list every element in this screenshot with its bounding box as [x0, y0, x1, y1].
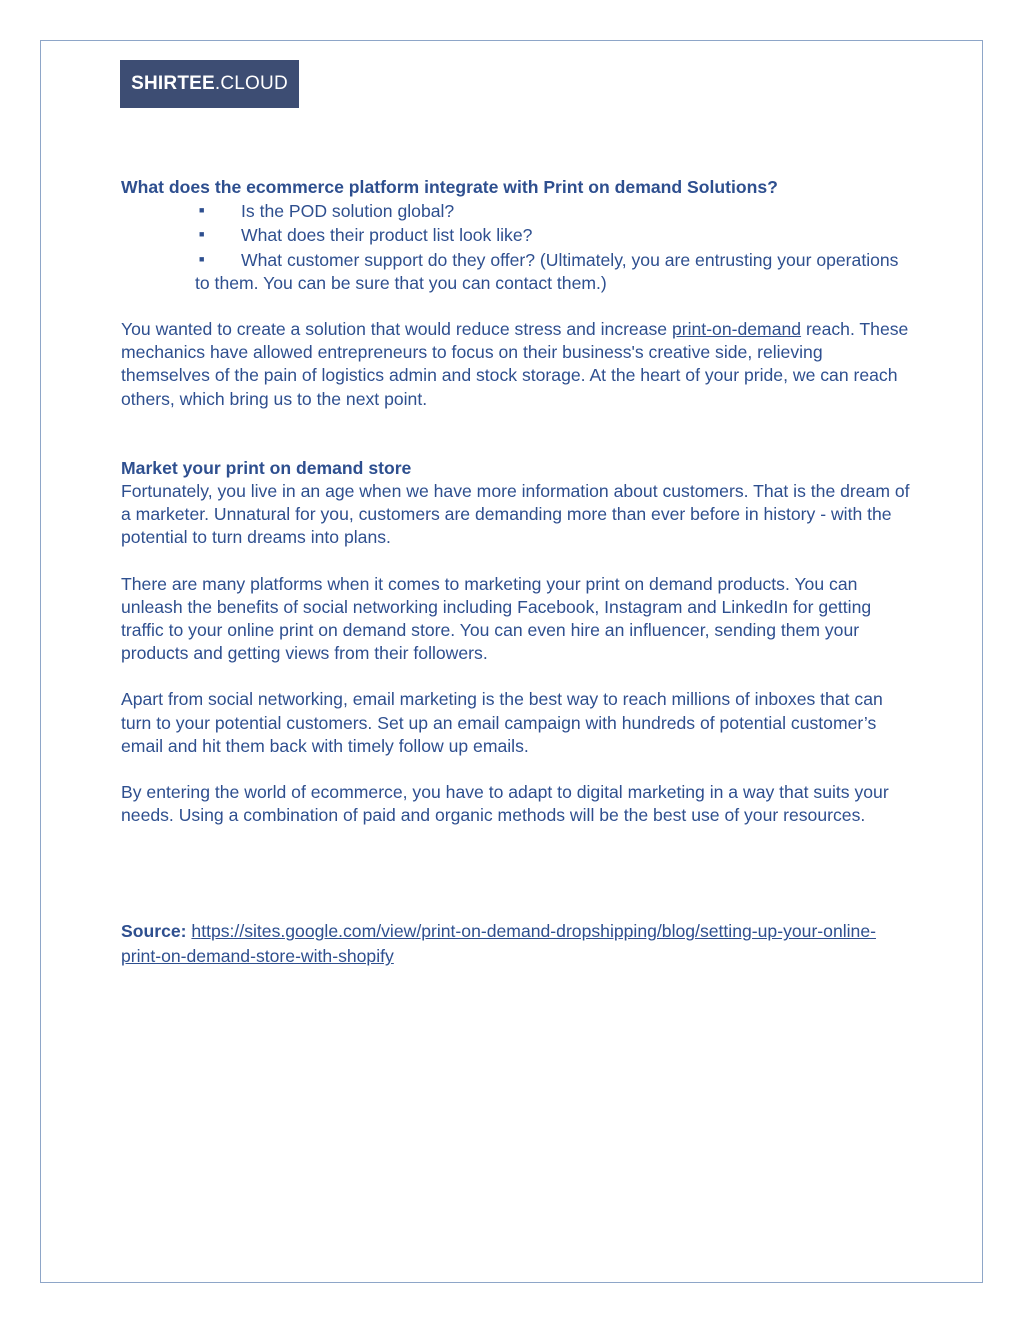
section2-heading: Market your print on demand store [121, 457, 412, 478]
section1-heading: What does the ecommerce platform integrate with Print on demand Solutions? [121, 177, 778, 197]
section2-paragraph: Fortunately, you live in an age when we have more information about customers. That is the dream of a marketer. Unnatural for you, customers are demanding more than ever before in history - with the potential to turn dreams into plans. [121, 481, 910, 548]
bullet-list [121, 199, 911, 295]
print-on-demand-link[interactable]: print-on-demand [671, 319, 802, 340]
logo-text-bold: SHIRTEE [131, 73, 215, 94]
source-url-link[interactable]: https://sites.google.com/view/print-on-demand-dropshipping/blog/setting-up-your-online-print-on-demand-store-with-shopify [121, 921, 876, 967]
document-body [121, 176, 911, 969]
source-citation [121, 919, 911, 969]
section2-paragraph: Apart from social networking, email marketing is the best way to reach millions of inboxes that can turn to your potential customers. Set up an email campaign with hundreds of potential customer’s email and hit them back with timely follow up emails. [121, 689, 883, 756]
list-item: ■ What customer support do they offer? (Ultimately, you are entrusting your operations to them. You can be sure that you can contact them.) [195, 249, 899, 293]
square-bullet-icon: ■ [199, 253, 205, 264]
section2-paragraph: There are many platforms when it comes to marketing your print on demand products. You can unleash the benefits of social networking including Facebook, Instagram and LinkedIn for getting traffic to your online print on demand store. You can even hire an influencer, sending them your products and getting views from their followers. [121, 573, 872, 664]
square-bullet-icon: ■ [199, 205, 205, 216]
logo-text-light: .CLOUD [214, 73, 288, 94]
source-label: Source: [121, 921, 187, 942]
shirtee-cloud-logo [120, 60, 299, 108]
section2-paragraph: By entering the world of ecommerce, you have to adapt to digital marketing in a way that suits your needs. Using a combination of paid and organic methods will be the best use of your resources. [121, 782, 889, 826]
section1-paragraph: You wanted to create a solution that would reduce stress and increase print-on-demand reach. These mechanics have allowed entrepreneurs to focus on their business's creative side, relieving themselves of the pain of logistics admin and stock storage. At the heart of your pride, we can reach others, which bring us to the next point. [121, 319, 909, 409]
list-item: ■ Is the POD solution global? [199, 201, 455, 222]
list-item: ■ What does their product list look like? [199, 225, 533, 246]
square-bullet-icon: ■ [199, 229, 205, 240]
